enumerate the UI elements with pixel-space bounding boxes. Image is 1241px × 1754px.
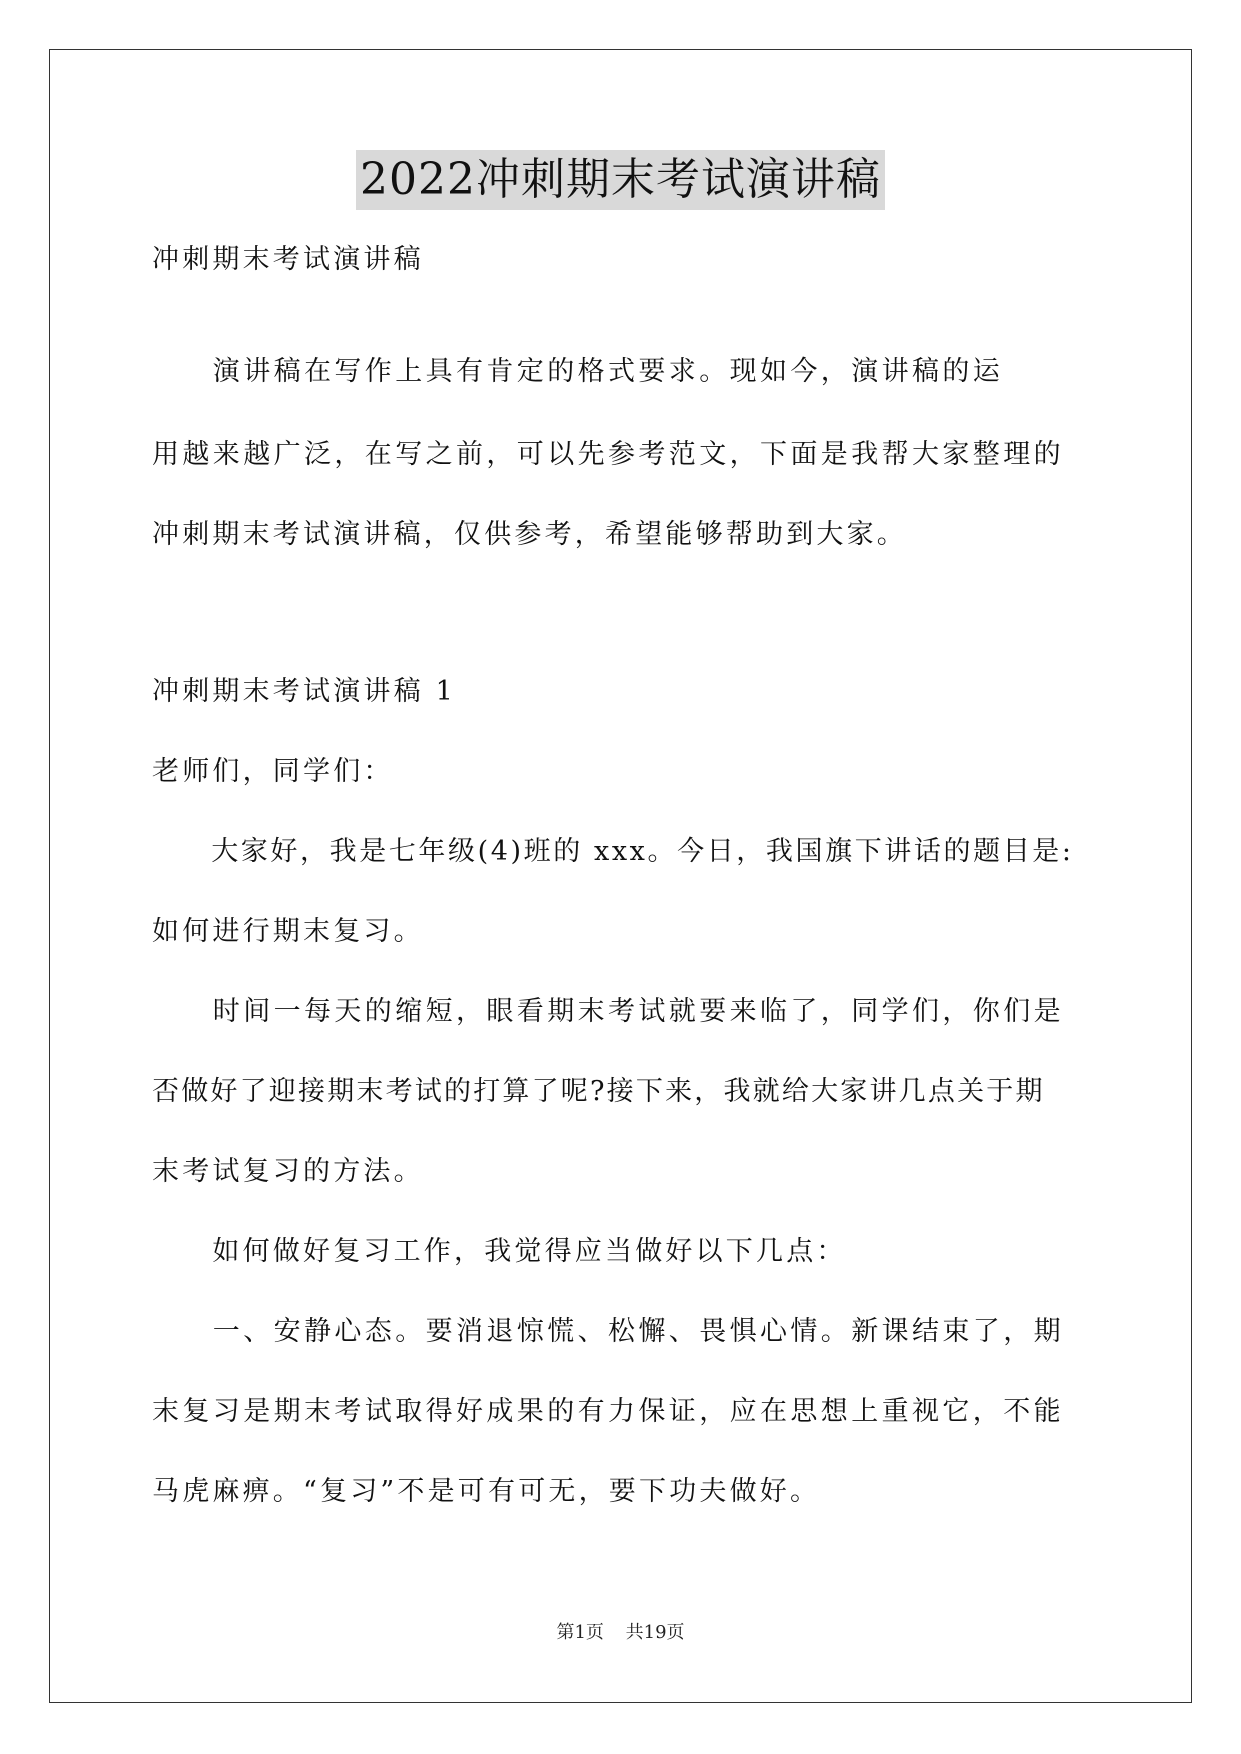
line-15: 马虎麻痹。“复习”不是可有可无，要下功夫做好。: [152, 1476, 821, 1507]
line-8: 如何进行期末复习。: [152, 916, 424, 947]
title-wrap: [0, 150, 1241, 210]
line-7: 大家好，我是七年级(4)班的 xxx。今日，我国旗下讲话的题目是:: [152, 836, 1074, 867]
line-9: 时间一每天的缩短，眼看期末考试就要来临了，同学们，你们是: [152, 996, 1064, 1027]
line-10: 否做好了迎接期末考试的打算了呢?接下来，我就给大家讲几点关于期: [152, 1076, 1045, 1107]
page-footer: [0, 1618, 1241, 1644]
line-1: 冲刺期末考试演讲稿: [152, 244, 424, 275]
total-pages: 共19页: [625, 1622, 685, 1643]
line-6: 老师们，同学们：: [152, 756, 394, 787]
line-4: 冲刺期末考试演讲稿，仅供参考，希望能够帮助到大家。: [152, 519, 907, 550]
line-5: 冲刺期末考试演讲稿 1: [152, 676, 456, 707]
line-3: 用越来越广泛，在写之前，可以先参考范文，下面是我帮大家整理的: [152, 439, 1064, 470]
document-title: 2022冲刺期末考试演讲稿: [356, 150, 885, 210]
line-2: 演讲稿在写作上具有肯定的格式要求。现如今，演讲稿的运: [152, 356, 1004, 387]
line-11: 末考试复习的方法。: [152, 1156, 424, 1187]
page-border: [49, 49, 1192, 1703]
current-page: 第1页: [556, 1622, 604, 1643]
line-13: 一、安静心态。要消退惊慌、松懈、畏惧心情。新课结束了，期: [152, 1316, 1064, 1347]
line-14: 末复习是期末考试取得好成果的有力保证，应在思想上重视它，不能: [152, 1396, 1064, 1427]
line-12: 如何做好复习工作，我觉得应当做好以下几点：: [152, 1236, 847, 1267]
